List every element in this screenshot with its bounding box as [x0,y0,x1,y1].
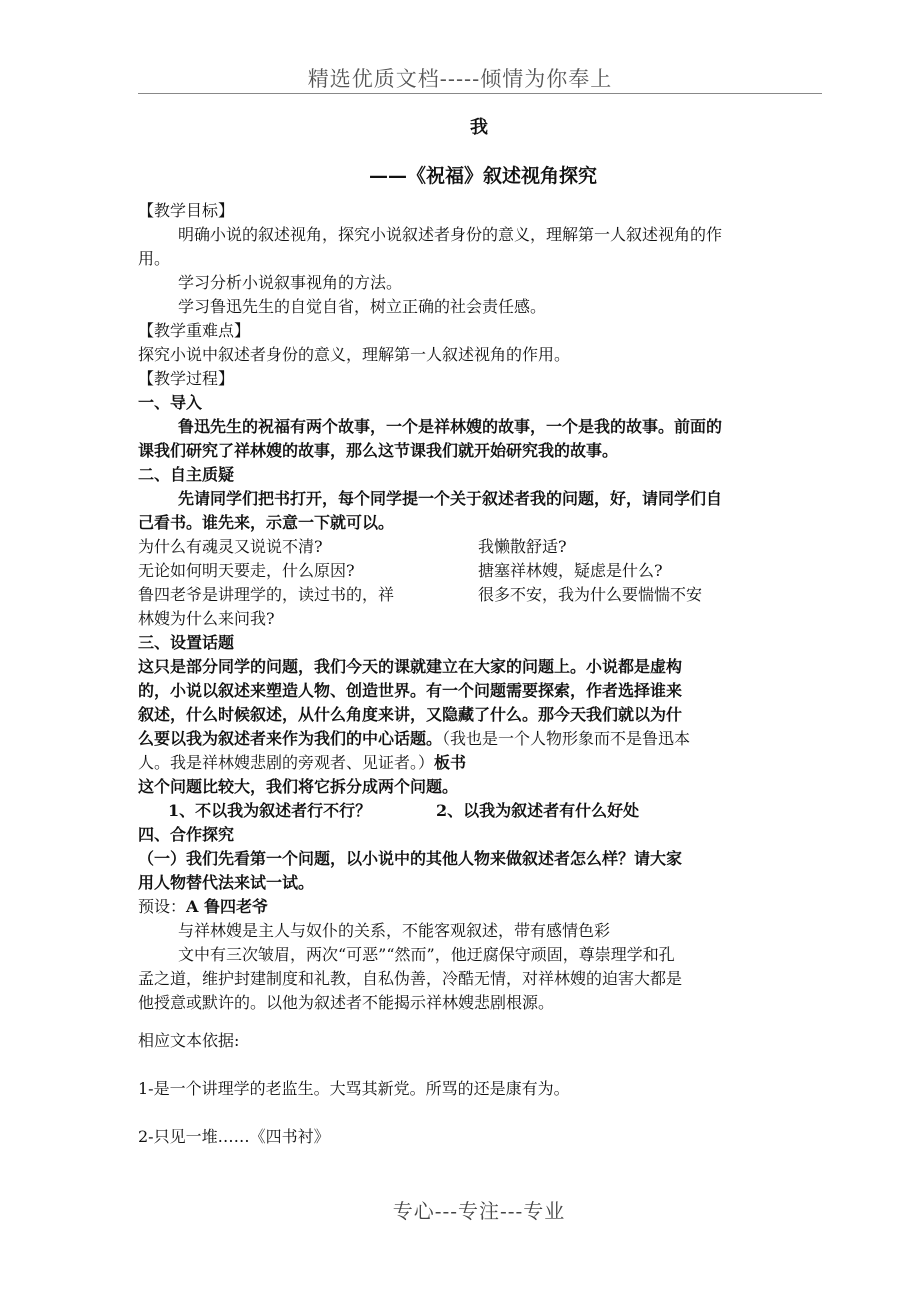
preset-paragraph-2-line-1: 文中有三次皱眉，两次“可恶”“然而”，他迂腐保守顽固，尊崇理学和孔 [178,945,675,964]
evidence-item-1: 1-是一个讲理学的老监生。大骂其新党。所骂的还是康有为。 [138,1079,570,1098]
question-right-3: 很多不安，我为什么要惴惴不安 [478,585,703,604]
header-divider [138,93,822,94]
question-right-2: 搪塞祥林嫂，疑虑是什么? [478,561,663,580]
section-4-line-2: 用人物替代法来试一试。 [138,873,315,892]
goals-heading: 【教学目标】 [138,201,235,220]
section-1-heading: 一、导入 [138,393,203,412]
key-points-heading: 【教学重难点】 [138,321,251,340]
document-subtitle: ——《祝福》叙述视角探究 [368,165,597,187]
question-left-2: 无论如何明天要走，什么原因? [138,561,355,580]
section-3-line-6: 这个问题比较大，我们将它拆分成两个问题。 [138,777,459,796]
goals-paragraph-2: 学习分析小说叙事视角的方法。 [178,273,403,292]
section-3-line-2: 的，小说以叙述来塑造人物、创造世界。有一个问题需要探索，作者选择谁来 [138,681,683,700]
preset-value: A 鲁四老爷 [186,897,269,916]
section-2-heading: 二、自主质疑 [138,465,235,484]
section-3-line-5-normal: 人。我是祥林嫂悲剧的旁观者、见证者。） [138,753,435,772]
goals-paragraph-1-line-2: 用。 [138,249,171,268]
section-4-line-1: （一）我们先看第一个问题，以小说中的其他人物来做叙述者怎么样？请大家 [138,849,683,868]
section-2-line-2: 己看书。谁先来，示意一下就可以。 [138,513,395,532]
preset-paragraph-2-line-2: 孟之道，维护封建制度和礼教，自私伪善，冷酷无情，对祥林嫂的迫害大都是 [138,969,683,988]
goals-paragraph-1-line-1: 明确小说的叙述视角，探究小说叙述者身份的意义，理解第一人叙述视角的作 [178,225,723,244]
document-title: 我 [470,117,488,138]
section-2-line-1: 先请同学们把书打开，每个同学提一个关于叙述者我的问题，好，请同学们自 [178,489,723,508]
sub-question-1: 1、不以我为叙述者行不行？ [168,801,372,820]
preset-line [138,895,268,919]
question-right-1: 我懒散舒适? [478,537,567,556]
question-left-3: 鲁四老爷是讲理学的，读过书的，祥 [138,585,395,604]
board-note: 板书 [434,753,467,772]
evidence-heading: 相应文本依据: [138,1031,240,1050]
section-3-line-4-bold: 么要以我为叙述者来作为我们的中心话题。 [138,729,443,748]
question-left-4: 林嫂为什么来问我? [138,609,275,628]
section-3-line-4-normal: （我也是一个人物形象而不是鲁迅本 [442,729,691,748]
goals-paragraph-3: 学习鲁迅先生的自觉自省，树立正确的社会责任感。 [178,297,547,316]
preset-paragraph-1: 与祥林嫂是主人与奴仆的关系，不能客观叙述，带有感情色彩 [178,921,611,940]
section-1-line-1: 鲁迅先生的祝福有两个故事，一个是祥林嫂的故事，一个是我的故事。前面的 [178,417,723,436]
sub-question-2: 2、以我为叙述者有什么好处 [436,801,640,820]
section-3-line-5 [138,751,466,775]
section-3-heading: 三、设置话题 [138,633,235,652]
preset-label: 预设： [138,897,187,916]
section-4-heading: 四、合作探究 [138,825,235,844]
page-footer: 专心---专注---专业 [392,1199,566,1223]
preset-paragraph-2-line-3: 他授意或默许的。以他为叙述者不能揭示祥林嫂悲剧根源。 [138,993,555,1012]
section-3-line-1: 这只是部分同学的问题，我们今天的课就建立在大家的问题上。小说都是虚构 [138,657,683,676]
section-3-line-4 [138,727,690,751]
key-points-text: 探究小说中叙述者身份的意义，理解第一人叙述视角的作用。 [138,345,571,364]
page-header: 精选优质文档-----倾情为你奉上 [307,67,613,91]
section-1-line-2: 课我们研究了祥林嫂的故事，那么这节课我们就开始研究我的故事。 [138,441,619,460]
question-left-1: 为什么有魂灵又说说不清? [138,537,323,556]
section-3-line-3: 叙述，什么时候叙述，从什么角度来讲，又隐藏了什么。那今天我们就以为什 [138,705,683,724]
process-heading: 【教学过程】 [138,369,235,388]
evidence-item-2: 2-只见一堆……《四书衬》 [138,1127,330,1146]
